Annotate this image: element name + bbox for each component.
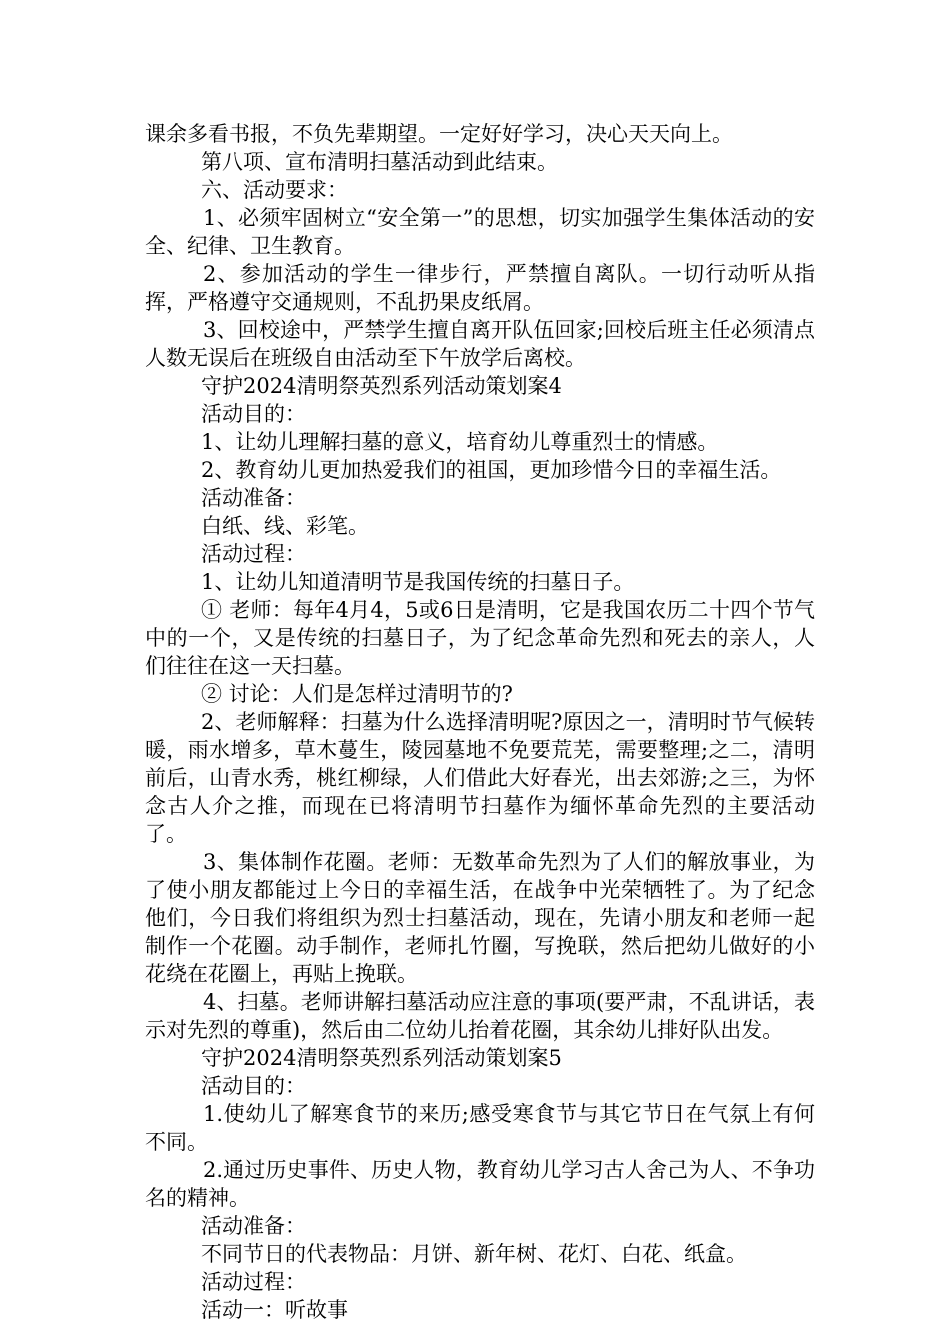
plan-title: 守护2024清明祭英烈系列活动策划案5 — [201, 1046, 562, 1070]
paragraph: 2、参加活动的学生一律步行，严禁擅自离队。一切行动听从指挥，严格遵守交通规则，不乱扔果皮纸屑。 — [145, 262, 815, 314]
paragraph: 1、让幼儿知道清明节是我国传统的扫墓日子。 — [201, 570, 635, 594]
section-heading: 活动目的： — [201, 402, 306, 426]
paragraph: 白纸、线、彩笔。 — [201, 514, 369, 538]
paragraph: 第八项、宣布清明扫墓活动到此结束。 — [201, 150, 558, 174]
paragraph: 活动一：听故事 — [201, 1298, 348, 1322]
paragraph: 不同节日的代表物品：月饼、新年树、花灯、白花、纸盒。 — [201, 1242, 747, 1266]
paragraph: 3、回校途中，严禁学生擅自离开队伍回家;回校后班主任必须清点人数无误后在班级自由活动至下午放学后离校。 — [145, 318, 815, 370]
section-heading: 活动准备： — [201, 1214, 306, 1238]
paragraph: 2.通过历史事件、历史人物，教育幼儿学习古人舍己为人、不争功名的精神。 — [145, 1158, 815, 1210]
paragraph: ② 讨论：人们是怎样过清明节的? — [201, 682, 513, 706]
paragraph: ① 老师：每年4月4，5或6日是清明，它是我国农历二十四个节气中的一个，又是传统的扫墓日子，为了纪念革命先烈和死去的亲人，人们往往在这一天扫墓。 — [145, 598, 815, 678]
paragraph: 2、教育幼儿更加热爱我们的祖国，更加珍惜今日的幸福生活。 — [201, 458, 782, 482]
paragraph: 4、扫墓。老师讲解扫墓活动应注意的事项(要严肃，不乱讲话，表示对先烈的尊重)，然后由二位幼儿抬着花圈，其余幼儿排好队出发。 — [145, 990, 815, 1042]
paragraph: 1.使幼儿了解寒食节的来历;感受寒食节与其它节日在气氛上有何不同。 — [145, 1102, 815, 1154]
section-heading: 六、活动要求： — [201, 178, 348, 202]
paragraph: 课余多看书报，不负先辈期望。一定好好学习，决心天天向上。 — [145, 122, 733, 146]
paragraph: 2、老师解释：扫墓为什么选择清明呢?原因之一，清明时节气候转暖，雨水增多，草木蔓生，陵园墓地不免要荒芜，需要整理;之二，清明前后，山青水秀，桃红柳绿，人们借此大好春光，出去郊游;之三，为怀念古人介之推，而现在已将清明节扫墓作为缅怀革命先烈的主要活动了。 — [145, 710, 815, 846]
paragraph: 1、让幼儿理解扫墓的意义，培育幼儿尊重烈士的情感。 — [201, 430, 719, 454]
document-page — [145, 120, 815, 1324]
paragraph: 3、集体制作花圈。老师：无数革命先烈为了人们的解放事业，为了使小朋友都能过上今日的幸福生活，在战争中光荣牺牲了。为了纪念他们，今日我们将组织为烈士扫墓活动，现在，先请小朋友和老师一起制作一个花圈。动手制作，老师扎竹圈，写挽联，然后把幼儿做好的小花绕在花圈上，再贴上挽联。 — [145, 850, 815, 986]
section-heading: 活动过程： — [201, 1270, 306, 1294]
plan-title: 守护2024清明祭英烈系列活动策划案4 — [201, 374, 562, 398]
paragraph: 1、必须牢固树立“安全第一”的思想，切实加强学生集体活动的安全、纪律、卫生教育。 — [145, 206, 815, 258]
section-heading: 活动目的： — [201, 1074, 306, 1098]
section-heading: 活动准备： — [201, 486, 306, 510]
section-heading: 活动过程： — [201, 542, 306, 566]
